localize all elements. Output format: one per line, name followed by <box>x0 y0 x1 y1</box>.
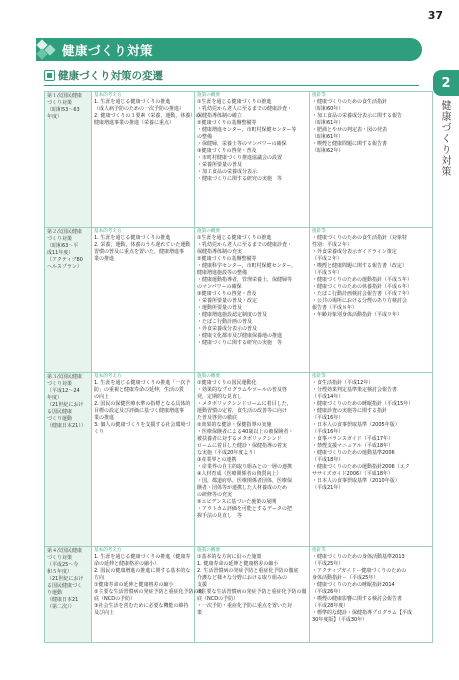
cell-line: 介護など様々な分野における取り組みの <box>197 575 288 581</box>
cell-line: ・公共の場所における分煙のあり方検討会 <box>312 298 408 304</box>
cell-line: ・健康文化都市及び健康保養地の推進 <box>197 333 283 339</box>
cell-line: （平成16年） <box>312 415 344 421</box>
cell-line: ・健康増進施設認定制度の普及 <box>197 312 268 318</box>
era-line: （健康日本21）） <box>47 423 86 429</box>
era-line: 第３次国民健康 <box>47 374 83 380</box>
cell-line: ・日本人の食事摂取基準（2005年版） <box>312 422 400 428</box>
cell-line: （平成25年） <box>312 561 344 567</box>
cell-line: ・喫煙と健康問題に関する報告書 <box>312 141 388 147</box>
era-line: り運動 <box>47 590 63 596</box>
column-heading: 施策の概要 <box>197 374 220 379</box>
page-number: 37 <box>427 9 443 22</box>
cell-line: 被扶養者に対するメタボリックシンド <box>197 436 282 442</box>
cell-line: ・健康づくりのための運動基準2006 <box>312 450 395 456</box>
cell-line: ・年齢対象別身体活動指針（平成９年） <box>312 312 403 318</box>
era-line: 第１次国民健康 <box>47 93 83 99</box>
cell-line: ・効果的なプログラムやツールの普及啓 <box>197 387 287 393</box>
cell-line: ⑤エビデンスに基づいた施策の展開 <box>197 499 277 505</box>
cell-line: （平成14年） <box>312 394 344 400</box>
chapter-tab-label: 健康づくり対策 <box>439 100 450 177</box>
cell-line: ①健康寿命の延伸と健康格差の縮小 <box>94 582 174 588</box>
cell-line: ・乳幼児から老人に至るまでの健康診査・ <box>197 242 293 248</box>
cell-line: 2. 国民の保健医療水準の指標となる具体的 <box>94 401 191 407</box>
cell-line: （昭和62年） <box>312 148 344 154</box>
cell-line: 健康増進施設等の整備 <box>197 270 248 276</box>
cell-line: ・たばこ行動計画検討会報告書（平成７年） <box>312 291 413 297</box>
era-line: （21世紀におけ <box>47 402 84 408</box>
column-heading: 基本的考え方 <box>94 93 122 98</box>
cell-line: 性別：平成２年） <box>312 242 353 248</box>
cell-line: ・たばこ行動計画の普及 <box>197 319 253 325</box>
era-line: づくり対策 <box>47 236 73 242</box>
cell-line: ・アクティブガイド－健康づくりのための <box>312 568 407 574</box>
cell-line: 30年度版】（平成30年） <box>312 617 368 623</box>
cell-line: た普及啓発の徹底 <box>197 415 238 421</box>
guidelines-cell <box>310 92 433 228</box>
section-heading <box>44 68 163 83</box>
cell-line: ・日本人の食事摂取基準（2010年版） <box>312 478 400 484</box>
cell-line: ・栄養所要量の普及・改定 <box>197 298 258 304</box>
era-line: （昭和53〜63 <box>47 107 80 113</box>
cell-line: 1. 健康寿命の延伸と健康格差の縮小 <box>197 561 279 567</box>
cell-line: 1. 生涯を通じる健康づくりの推進「一次予 <box>94 380 191 386</box>
cell-line: ・喫煙と健康問題に関する報告書（改定） <box>312 263 408 269</box>
cell-line: ・健康増進センター，市町村保健センター等 <box>197 127 297 133</box>
cell-line: ③産業界との連携 <box>197 457 237 463</box>
cell-line: のマンパワーの確保 <box>197 284 242 290</box>
cell-line: 保健指導体制の確立 <box>197 113 243 119</box>
cell-line: （平成26年） <box>312 589 344 595</box>
cell-line: ・アウトカム評価を可能とするデータの把 <box>197 506 292 512</box>
cell-line: ①健康づくりの国民運動化 <box>197 380 257 386</box>
era-line: 和５年度） <box>47 569 73 575</box>
cell-line: ・健康づくりのための休養指針（平成６年） <box>312 284 413 290</box>
cell-line: ・保健婦，栄養士等のマンパワーの確保 <box>197 141 287 147</box>
cell-line: 防」の重視と健康寿命の延伸，生活の質 <box>94 387 185 393</box>
guidelines-cell <box>310 228 433 373</box>
cell-line: ・市町村健康づくり推進協議会の設置 <box>197 155 283 161</box>
measures-cell <box>195 547 310 643</box>
cell-line: （平成16年） <box>312 429 344 435</box>
era-line: （21世紀におけ <box>47 576 84 582</box>
cell-line: ・加工食品の栄養成分表示 <box>197 169 258 175</box>
column-heading: 基本的考え方 <box>94 374 122 379</box>
title-banner <box>36 38 422 61</box>
cell-line: 業の推進 <box>94 256 115 262</box>
cell-line: ・健康づくりに関する研究の実施 等 <box>197 176 283 182</box>
cell-line: 身体活動指針－（平成25年） <box>312 575 379 581</box>
cell-line: ・一次予防・重症化予防に重点を置いた対 <box>197 603 293 609</box>
cell-line: （昭和61年） <box>312 120 344 126</box>
cell-line: 習慣の普及に重点を置いた，健康増進事 <box>94 249 185 255</box>
measures-cell <box>195 92 310 228</box>
era-line: （昭和63〜平 <box>47 243 79 249</box>
approach-cell <box>92 92 201 228</box>
cell-line: ③健康づくりの啓発・普及 <box>197 291 257 297</box>
era-line: （平成25〜令 <box>47 562 79 568</box>
cell-line: ・標準的な健診・保健指導プログラム【平成 <box>312 610 412 616</box>
cell-line: ・外食栄養成分表示の普及 <box>197 326 258 332</box>
cell-line: （平成５年） <box>312 270 343 276</box>
cell-line: ・健康づくりのための睡眠指針2014 <box>312 582 395 588</box>
section-divider <box>44 85 419 86</box>
diamond-cluster-icon <box>34 38 58 61</box>
cell-line: （昭和60年） <box>312 106 344 112</box>
cell-line: 支援 <box>197 582 208 588</box>
cell-line: ②効果的な健診・保健指導の実施 <box>197 422 272 428</box>
cell-line: ・食生活指針（平成12年） <box>312 380 374 386</box>
cell-line: ・食事バランスガイド（平成17年） <box>312 436 394 442</box>
cell-line: ・健康づくりのための食生活指針（対象特 <box>312 235 408 241</box>
table-row <box>45 547 433 643</box>
cell-line: ・加工食品の栄養成分表示に関する報告 <box>312 113 403 119</box>
table-row <box>45 92 433 228</box>
cell-line: ・健康づくりに関する研究の実施 等 <box>197 340 283 346</box>
cell-line: ロームに着目した健診・保健指導の着実 <box>197 443 288 449</box>
approach-cell <box>92 373 195 547</box>
era-line: づくり対策 <box>47 381 73 387</box>
column-heading: 施策の概要 <box>197 93 220 98</box>
cell-line: の向上 <box>94 394 110 400</box>
cell-line: ④人材育成（医療関係者の資質向上） <box>197 471 282 477</box>
cell-line: ・分煙効果判定基準策定検討会報告書 <box>312 387 398 393</box>
cell-line: ・乳幼児から老人に至るまでの健康診査・ <box>197 106 293 112</box>
cell-line: （平成18年） <box>312 457 344 463</box>
cell-line: 1. 生涯を通じる健康づくりの推進 <box>94 235 171 241</box>
cell-line: 1. 生涯を通じる健康づくりの推進（健康寿 <box>94 554 191 560</box>
cell-line: ・メタボリックシンドロームに着目した， <box>197 401 292 407</box>
page-title: 健康づくり対策 <box>62 42 154 58</box>
cell-line: 報告書（平成８年） <box>312 305 358 311</box>
era-line: る国民健康 <box>47 409 73 415</box>
cell-line: ・国，都道府県，医療関係者団体，医療保 <box>197 478 293 484</box>
section-title: 健康づくり対策の変遷 <box>58 70 163 82</box>
cell-line: （平成21年） <box>312 485 344 491</box>
cell-line: ・健康づくりのための運動指針2006（エク <box>312 464 410 470</box>
era-line: 第４次国民健康 <box>47 548 83 554</box>
guidelines-cell <box>310 547 433 643</box>
era-line: づくり運動 <box>47 416 73 422</box>
column-heading: 指針等 <box>312 548 326 553</box>
cell-line: 発，定期的な見直し <box>197 394 243 400</box>
measures-cell <box>195 228 310 373</box>
cell-line: 底（NCDの予防） <box>197 596 239 602</box>
cell-line: ・健康づくりのための運動指針（平成５年） <box>312 277 413 283</box>
cell-line: な実施（平成20年度より） <box>197 450 259 456</box>
cell-line: ・健康診査の実施等に関する指針 <box>312 408 388 414</box>
cell-line: ・喫煙の健康影響に関する検討会報告書 <box>312 596 403 602</box>
approach-cell <box>92 228 195 373</box>
cell-line: 健康増進事業の推進（栄養に重点） <box>94 120 175 126</box>
era-cell <box>45 547 92 643</box>
cell-line: ・健康科学センター，市町村保健センター， <box>197 263 297 269</box>
cell-line: 業の推進 <box>94 415 115 421</box>
cell-line: くり <box>94 429 105 435</box>
column-heading: 基本的考え方 <box>94 548 122 553</box>
era-line: 成11年度） <box>47 250 74 256</box>
era-cell <box>45 373 92 547</box>
cell-line: ・栄養所要量の普及 <box>197 162 243 168</box>
cell-line: ・健康運動指導者，管理栄養士，保健婦等 <box>197 277 293 283</box>
column-heading: 施策の概要 <box>197 548 220 553</box>
era-line: づくり対策 <box>47 100 73 106</box>
policy-history-table <box>44 91 433 643</box>
cell-line: ②健康づくりの基盤整備等 <box>197 120 257 126</box>
table-row <box>45 373 433 547</box>
era-line: 年度） <box>47 114 63 120</box>
era-line: ヘルスプラン） <box>47 264 82 270</box>
cell-line: ササイズガイド2006）（平成18年） <box>312 471 394 477</box>
era-cell <box>45 92 92 228</box>
cell-line: 命の延伸と健康格差の縮小） <box>94 561 160 567</box>
cell-line: ②主要な生活習慣病の発症予防と重症化予防の徹 <box>197 589 307 595</box>
era-line: 第２次国民健康 <box>47 229 83 235</box>
cell-line: （昭和61年） <box>312 134 344 140</box>
cell-line: 2. 健康づくりの３要素（栄養，運動，休養）の <box>94 113 201 119</box>
era-line: づくり対策 <box>47 555 73 561</box>
cell-line: ・健康づくりのための身体活動基準2013 <box>312 554 405 560</box>
measures-cell <box>195 373 310 547</box>
cell-line: ②健康づくりの基盤整備等 <box>197 256 257 262</box>
cell-line: の整備 <box>197 134 213 140</box>
column-heading: 指針等 <box>312 93 326 98</box>
cell-line: 3. 個人の健康づくりを支援する社会環境づ <box>94 422 191 428</box>
cell-line: 策 <box>197 610 203 616</box>
cell-line: ③健康づくりの啓発・普及 <box>197 148 257 154</box>
cell-line: 2. 国民の健康増進の推進に関する基本的な <box>94 568 191 574</box>
cell-line: 2. 栄養，運動，休養のうち遅れていた運動 <box>94 242 191 248</box>
square-bullet-icon <box>44 70 55 81</box>
cell-line: ・産業界の自主的取り組みとの一層の連携 <box>197 464 293 470</box>
cell-line: （成人病予防のための一次予防の推進） <box>94 106 185 112</box>
cell-line: （平成２年） <box>312 256 343 262</box>
column-heading: 施策の概要 <box>197 229 220 234</box>
cell-line: 目標の設定及び評価に基づく健康増進事 <box>94 408 185 414</box>
cell-line: 1. 生涯を通じる健康づくりの推進 <box>94 99 171 105</box>
era-line: （アクティブ80 <box>47 257 83 263</box>
era-line: 年度） <box>47 395 63 401</box>
era-cell <box>45 228 92 373</box>
cell-line: 底（NCDの予防） <box>94 596 136 602</box>
guidelines-cell <box>310 373 433 547</box>
cell-line: ①基本的な方向に沿った施策 <box>197 554 262 560</box>
era-line: （第二次）） <box>47 604 75 610</box>
cell-line: ・肥満とやせの判定表・図の発表 <box>312 127 388 133</box>
cell-line: ①生涯を通じる健康づくりの推進 <box>197 235 272 241</box>
cell-line: 運動習慣の定着，食生活の改善等に向け <box>197 408 288 414</box>
cell-line: ・健康づくりのための食生活指針 <box>312 99 388 105</box>
chapter-tab[interactable]: 2 <box>433 70 459 96</box>
column-heading: 基本的考え方 <box>94 229 122 234</box>
cell-line: ・外食栄養成分表示ガイドライン策定 <box>312 249 397 255</box>
cell-line: ・運動所要量の普及 <box>197 305 243 311</box>
column-heading: 指針等 <box>312 374 326 379</box>
cell-line: 握手法の見直し 等 <box>197 513 243 519</box>
cell-line: 及び向上 <box>94 610 115 616</box>
cell-line: 保健指導体制の充実 <box>197 249 243 255</box>
cell-line: ・健康づくりのための睡眠指針（平成15年） <box>312 401 414 407</box>
cell-line: ③社会生活を営むために必要な機能の維持 <box>94 603 189 609</box>
cell-line: 険者・団体等が連携した人材養成のため <box>197 485 288 491</box>
cell-line: ②主要な生活習慣病の発症予防と重症化予防の徹 <box>94 589 204 595</box>
cell-line: 2. 生活習慣病の発症予防と重症化予防の徹底 <box>197 568 299 574</box>
column-heading: 指針等 <box>312 229 326 234</box>
cell-line: ・禁煙支援マニュアル（平成18年） <box>312 443 394 449</box>
cell-line: 方向 <box>94 575 105 581</box>
cell-line: ・医療保険者による40歳以上の被保険者・ <box>197 429 294 435</box>
cell-line: ①生涯を通じる健康づくりの推進 <box>197 99 272 105</box>
era-line: る国民健康づく <box>47 583 83 589</box>
cell-line: （平成28年度） <box>312 603 349 609</box>
table-row <box>45 228 433 373</box>
era-line: （健康日本21 <box>47 597 79 603</box>
era-line: （平成12〜24 <box>47 388 80 394</box>
cell-line: の研修等の充実 <box>197 492 233 498</box>
